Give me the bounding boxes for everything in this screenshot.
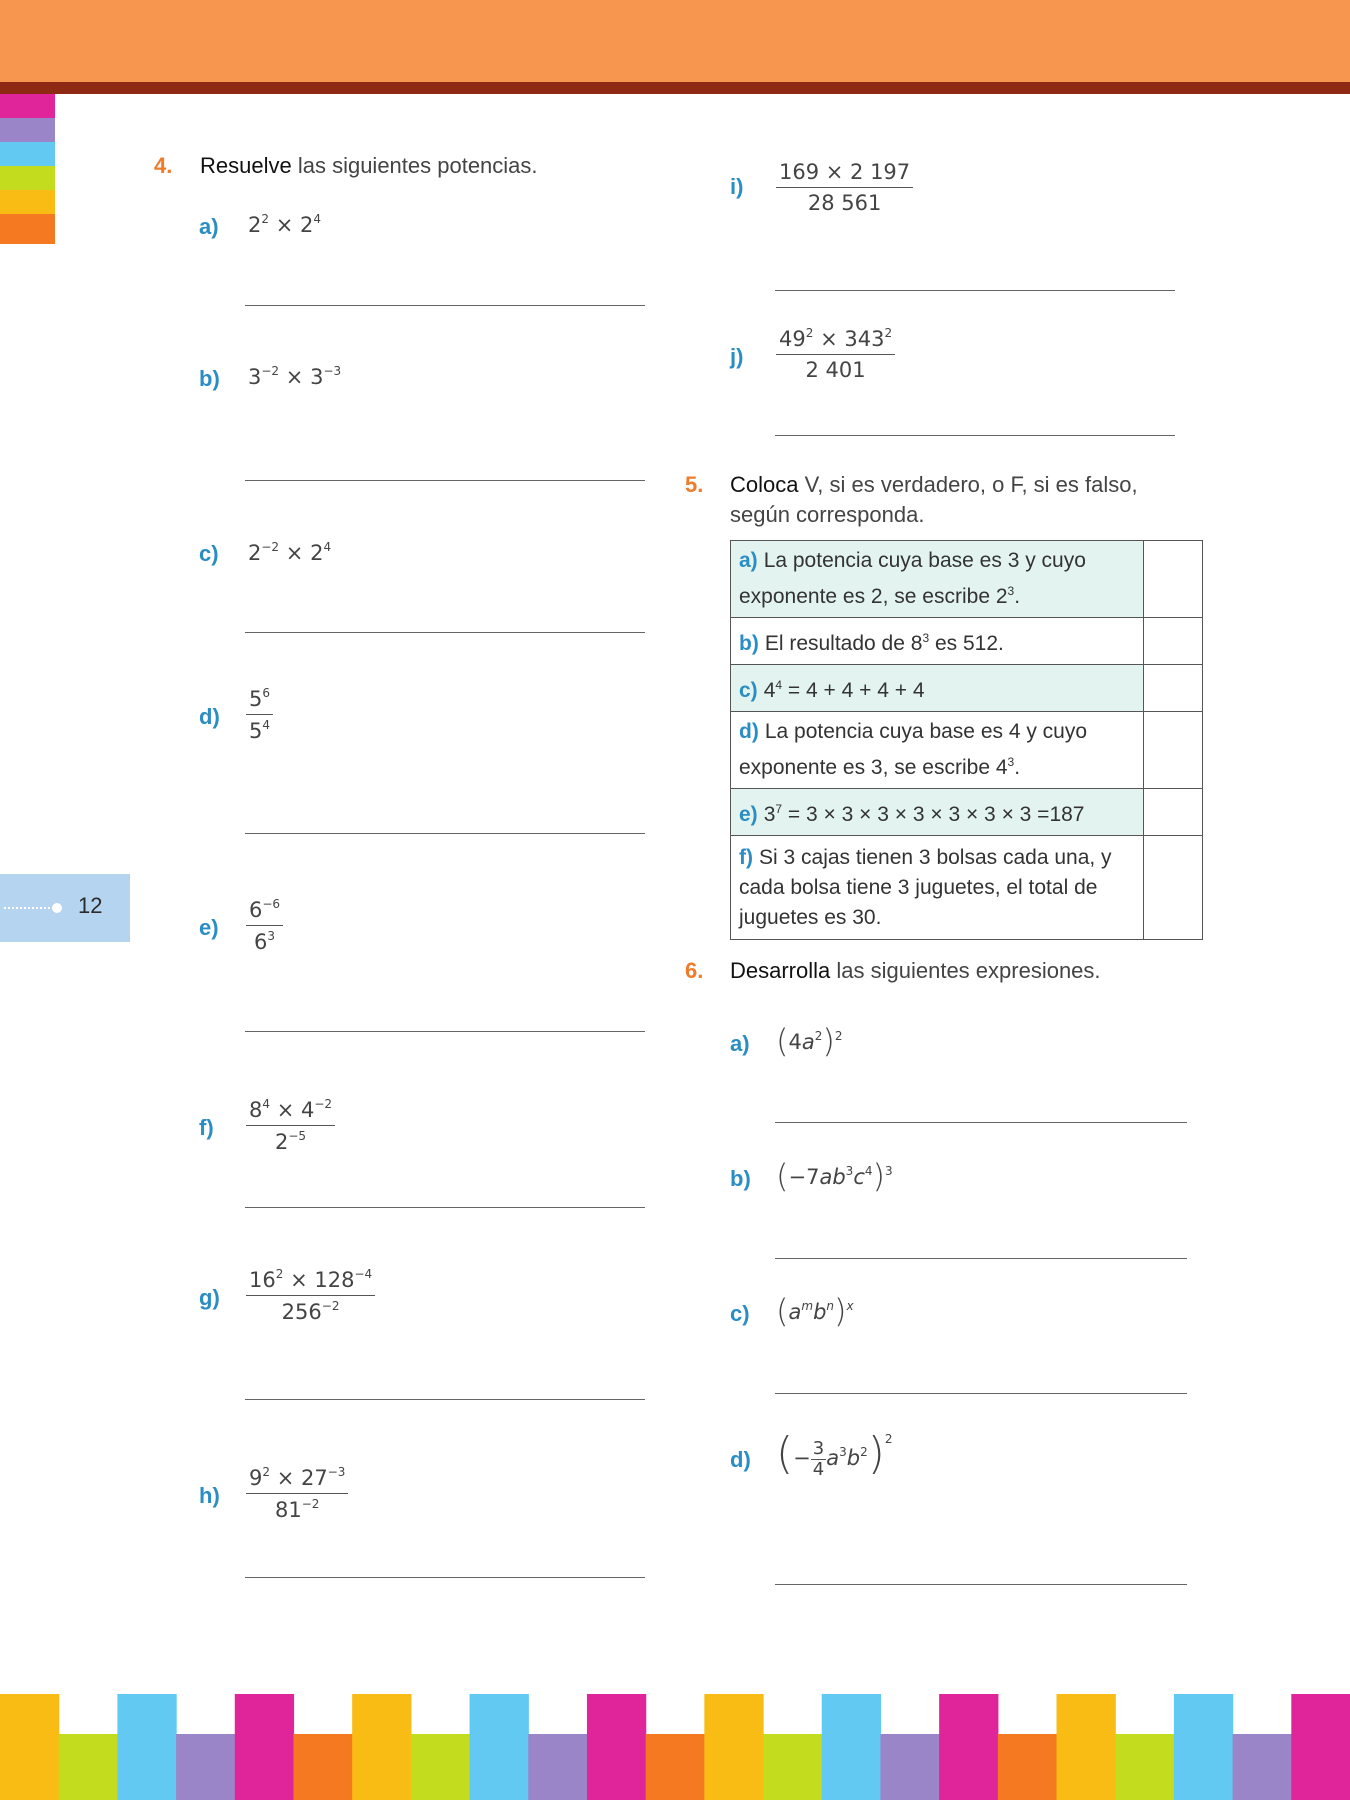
q6-prompt — [730, 956, 1101, 986]
q4h-answer-line[interactable] — [245, 1577, 645, 1578]
answer-box-d[interactable] — [1144, 712, 1203, 789]
true-false-table — [730, 540, 1203, 940]
q5-prompt-rest: V, si es verdadero, o F, si es falso, según corresponda. — [730, 472, 1138, 527]
bottom-bar — [880, 1734, 939, 1800]
q4h-label: h) — [199, 1483, 220, 1508]
color-tab-cyan — [0, 142, 55, 166]
q6a-answer-line[interactable] — [775, 1122, 1187, 1123]
q5-verb: Coloca — [730, 472, 799, 497]
statement-c: c) $4^4 = 4 + 4 + 4 + 4$ — [731, 665, 1144, 712]
q6b-expression: $(-7ab^3c^4)^3$ — [776, 1157, 893, 1195]
q4g-label: g) — [199, 1285, 220, 1310]
q4j-fraction: $\frac{49^2 \times 343^2}{2 401}$ — [776, 326, 895, 382]
q6-verb: Desarrolla — [730, 958, 831, 983]
statement-b: b) El resultado de $8^3$ es 512. — [731, 618, 1144, 665]
statement-d: d) La potencia cuya base es 4 y cuyo exponente es 3, se escribe $4^3$. — [731, 712, 1144, 789]
q4c-label: c) — [199, 541, 219, 566]
color-tab-magenta — [0, 94, 55, 118]
color-tab-yellow — [0, 190, 55, 214]
table-row — [731, 789, 1203, 836]
bottom-bar — [822, 1694, 881, 1800]
q6d-inner-fraction: $\frac{3}{4}$ — [812, 1437, 825, 1480]
q4b-expression: $3^{-2} \times 3^{-3}$ — [248, 364, 342, 389]
q4e-label: e) — [199, 915, 219, 940]
q6c-expression: $(a^mb^n)^x$ — [776, 1292, 854, 1330]
table-row — [731, 665, 1203, 712]
q6d-expression: (− $\frac{3}{4}$ $a^3b^2)^2$ — [776, 1428, 893, 1480]
q4c-expression: $2^{-2} \times 2^4$ — [248, 540, 332, 565]
bottom-bar — [411, 1734, 470, 1800]
answer-box-b[interactable] — [1144, 618, 1203, 665]
q4h-fraction: $\frac{9^2 \times 27^{-3}}{81^{-2}}$ — [246, 1465, 348, 1522]
dotted-leader — [4, 907, 54, 909]
statement-a: a) La potencia cuya base es 3 y cuyo exponente es 2, se escribe $2^3$. — [731, 541, 1144, 618]
bottom-bar — [646, 1734, 705, 1800]
q4c-answer-line[interactable] — [245, 632, 645, 633]
q6b-label: b) — [730, 1166, 751, 1191]
header-band — [0, 0, 1350, 82]
answer-box-c[interactable] — [1144, 665, 1203, 712]
header-rule — [0, 82, 1350, 94]
q4a-expression: $2^2 \times 2^4$ — [248, 212, 322, 237]
bottom-bar — [293, 1734, 352, 1800]
bottom-bar — [0, 1694, 59, 1800]
table-row — [731, 618, 1203, 665]
q4g-fraction: $\frac{16^2 \times 128^{-4}}{256^{-2}}$ — [246, 1267, 375, 1324]
bottom-bar — [117, 1694, 176, 1800]
answer-box-f[interactable] — [1144, 836, 1203, 940]
q4e-answer-line[interactable] — [245, 1031, 645, 1032]
bottom-bar — [528, 1734, 587, 1800]
q4-verb: Resuelve — [200, 153, 292, 178]
q4i-label: i) — [730, 174, 744, 199]
q4f-label: f) — [199, 1115, 214, 1140]
q6a-expression: $(4a^2)^2$ — [776, 1022, 843, 1060]
q4f-answer-line[interactable] — [245, 1207, 645, 1208]
q6a-label: a) — [730, 1031, 750, 1056]
q5-prompt — [730, 470, 1200, 530]
q4a-answer-line[interactable] — [245, 305, 645, 306]
bottom-bar — [352, 1694, 411, 1800]
q4d-answer-line[interactable] — [245, 833, 645, 834]
q4g-answer-line[interactable] — [245, 1399, 645, 1400]
leader-dot — [52, 903, 62, 913]
q6c-answer-line[interactable] — [775, 1393, 1187, 1394]
q4j-answer-line[interactable] — [775, 435, 1175, 436]
color-tab-lime — [0, 166, 55, 190]
q5-number: 5. — [685, 472, 704, 497]
bottom-bar — [235, 1694, 294, 1800]
bottom-decorative-bars — [0, 1694, 1350, 1800]
q6-prompt-rest: las siguientes expresiones. — [830, 958, 1101, 983]
q6b-answer-line[interactable] — [775, 1258, 1187, 1259]
bottom-bar — [1057, 1694, 1116, 1800]
bottom-bar — [1233, 1734, 1292, 1800]
page-number-tab — [0, 874, 130, 942]
table-row — [731, 836, 1203, 940]
q4i-answer-line[interactable] — [775, 290, 1175, 291]
bottom-bar — [1115, 1734, 1174, 1800]
table-row — [731, 541, 1203, 618]
q4f-fraction: $\frac{8^4 \times 4^{-2}}{2^{-5}}$ — [246, 1097, 335, 1154]
bottom-bar — [470, 1694, 529, 1800]
answer-box-a[interactable] — [1144, 541, 1203, 618]
q6c-label: c) — [730, 1301, 750, 1326]
q4-prompt-rest: las siguientes potencias. — [291, 153, 538, 178]
q4i-fraction: $\frac{169 \times 2 197}{28 561}$ — [776, 160, 913, 215]
color-tab-orange — [0, 214, 55, 244]
q4d-fraction: $\frac{5^6}{5^4}$ — [246, 686, 273, 743]
q6d-label: d) — [730, 1447, 751, 1472]
q4d-label: d) — [199, 704, 220, 729]
q4b-answer-line[interactable] — [245, 480, 645, 481]
statement-e: e) $3^7 = 3 \times 3 \times 3 \times 3 \times 3 \times 3 \times 3 =187$ — [731, 789, 1144, 836]
bottom-bar — [763, 1734, 822, 1800]
statement-f: f) Si 3 cajas tienen 3 bolsas cada una, y cada bolsa tiene 3 juguetes, el total de juguetes es 30. — [731, 836, 1144, 940]
page-number: 12 — [78, 893, 103, 918]
bottom-bar — [998, 1734, 1057, 1800]
q4-prompt — [200, 151, 538, 181]
bottom-bar — [176, 1734, 235, 1800]
q4e-fraction: $\frac{6^{-6}}{6^3}$ — [246, 897, 283, 954]
bottom-bar — [939, 1694, 998, 1800]
bottom-bar — [1174, 1694, 1233, 1800]
bottom-bar — [1291, 1694, 1350, 1800]
q4-number: 4. — [154, 153, 173, 178]
table-row — [731, 712, 1203, 789]
q6d-answer-line[interactable] — [775, 1584, 1187, 1585]
bottom-bar — [59, 1734, 118, 1800]
q4b-label: b) — [199, 366, 220, 391]
color-tab-purple — [0, 118, 55, 142]
answer-box-e[interactable] — [1144, 789, 1203, 836]
q4a-label: a) — [199, 214, 219, 239]
bottom-bar — [704, 1694, 763, 1800]
q4j-label: j) — [730, 344, 744, 369]
q6-number: 6. — [685, 958, 704, 983]
bottom-bar — [587, 1694, 646, 1800]
